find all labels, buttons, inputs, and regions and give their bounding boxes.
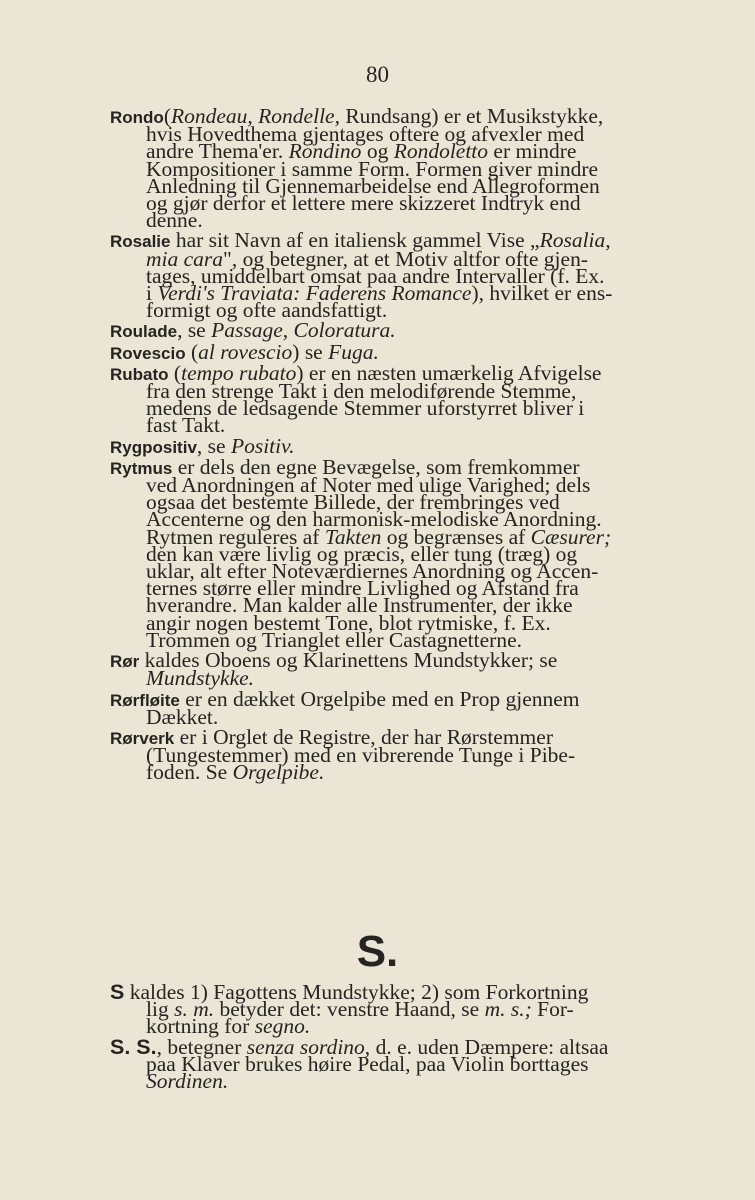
dictionary-entry	[110, 360, 710, 438]
entry-headword: Rondo	[110, 108, 164, 127]
entry-text: uklar, alt efter Noteværdiernes Anordning og Accen-	[146, 559, 599, 584]
italic-text: Sordinen.	[146, 1069, 229, 1094]
entry-text: angir nogen bestemt Tone, blot rytmiske, f. Ex.	[146, 610, 551, 635]
entry-text: tages, umiddelbart omsat paa andre Intervaller (f. Ex.	[146, 263, 605, 288]
entry-text: Accenterne og den harmonisk-melodiske Anordning.	[146, 507, 602, 532]
entry-line	[110, 339, 710, 364]
italic-text: senza sordino,	[246, 1034, 371, 1059]
italic-text: Rondeau, Rondelle,	[171, 104, 340, 128]
italic-text: s. m.	[174, 997, 215, 1022]
entry-headword: Rygpositiv	[110, 437, 197, 457]
italic-text: segno.	[254, 1014, 311, 1039]
dictionary-entry	[110, 1034, 710, 1094]
entry-text: er en dækket Orgelpibe med en Prop gjennem	[179, 686, 580, 711]
italic-text: mia cara	[146, 246, 224, 271]
entry-text: og gjør derfor et lettere mere skizzeret Indtryk end	[146, 191, 581, 216]
entry-text: ogsaa det bestemte Billede, der frembringes ved	[146, 490, 560, 515]
entry-text: er mindre	[488, 139, 577, 164]
entry-headword: Rovescio	[110, 343, 186, 363]
entry-text: Rytmen reguleres af	[146, 524, 325, 549]
entry-headword: S. S.	[110, 1034, 157, 1059]
italic-text: m. s.;	[484, 997, 532, 1022]
entry-headword: Roulade	[110, 322, 178, 342]
entry-headword: Rosalie	[110, 232, 171, 252]
entry-text: (	[168, 360, 182, 385]
dictionary-entry	[110, 104, 710, 233]
entry-text: ved Anordningen af Noter med ulige Varighed; dels	[146, 473, 591, 498]
entry-text: , se	[177, 318, 212, 343]
entry-text: har sit Navn af en italiensk gammel Vise „	[170, 228, 540, 253]
dictionary-entry	[110, 339, 710, 364]
entry-text: paa Klaver brukes høire Pedal, paa Violin borttages	[146, 1051, 589, 1076]
entry-text: kaldes Oboens og Klarinettens Mundstykker; se	[139, 648, 558, 673]
s-entries	[110, 980, 710, 1094]
dictionary-entry	[110, 980, 710, 1039]
italic-text: Cæsurer;	[530, 524, 612, 549]
entry-text: medens de ledsagende Stemmer uforstyrret bliver i	[146, 396, 585, 421]
entry-text: Rundsang) er et Musikstykke,	[339, 104, 604, 128]
entry-text: For-	[531, 997, 574, 1022]
entry-line	[110, 704, 710, 729]
entry-text: Trommen og Trianglet eller Castagnetterne.	[146, 627, 522, 652]
italic-text: al rovescio	[198, 339, 293, 364]
entry-text: fra den strenge Takt i den melodiførende Stemme,	[146, 379, 577, 404]
entry-text: hvis Hovedthema gjentages oftere og afvexler med	[146, 122, 585, 147]
dictionary-entry	[110, 648, 710, 691]
entry-text: hverandre. Man kalder alle Instrumenter, der ikke	[146, 593, 573, 618]
entry-headword: Rør	[110, 652, 140, 672]
page-number: 80	[366, 62, 389, 87]
entry-line	[110, 433, 710, 458]
entry-text: Anledning til Gjennemarbeidelse end Allegroformen	[146, 173, 600, 198]
dictionary-entry	[110, 228, 710, 323]
entry-text: denne.	[146, 208, 203, 233]
italic-text: Rondino	[288, 139, 362, 164]
entry-text: (	[185, 339, 199, 364]
dictionary-entry	[110, 318, 710, 343]
entry-text: er dels den egne Bevægelse, som fremkommer	[172, 454, 580, 479]
entry-headword: Rytmus	[110, 458, 173, 478]
entry-headword: Rubato	[110, 364, 169, 384]
dictionary-entry	[110, 724, 710, 785]
italic-text: Passage, Coloratura.	[211, 318, 396, 343]
dictionary-entry	[110, 454, 710, 652]
dictionary-entry	[110, 433, 710, 458]
entry-headword: S	[110, 980, 125, 1004]
section-heading: S.	[356, 927, 399, 976]
italic-text: Positiv.	[230, 433, 295, 458]
italic-text: Mundstykke.	[146, 666, 255, 691]
entry-text: og begrænses af	[381, 524, 531, 549]
entry-text: og	[361, 139, 394, 164]
entry-line	[110, 627, 710, 652]
entry-line	[110, 666, 710, 691]
entry-text: ), hvilket er ens-	[471, 281, 613, 306]
entry-text: (Tungestemmer) med en vibrerende Tunge i Pibe-	[146, 743, 576, 768]
entry-text: betyder det: venstre Haand, se	[214, 997, 485, 1022]
entry-text: (	[163, 104, 171, 128]
entry-text: i	[146, 281, 158, 306]
italic-text: Verdi's Traviata: Faderens Romance	[157, 281, 472, 306]
entry-headword: Rørverk	[110, 728, 175, 748]
entry-text: , se	[196, 433, 231, 458]
entry-text: foden. Se	[146, 760, 233, 785]
r-entries	[110, 104, 710, 785]
entry-text: kortning for	[146, 1014, 255, 1039]
entry-text: d. e. uden Dæmpere: altsaa	[370, 1034, 609, 1059]
entry-text: andre Thema'er.	[146, 139, 289, 164]
entry-text: den kan være livlig og præcis, eller tung (træg) og	[146, 541, 578, 566]
italic-text: Rosalia,	[539, 228, 611, 253]
entry-text: Kompositioner i samme Form. Formen giver mindre	[146, 156, 599, 181]
entry-text: er i Orglet de Registre, der har Rørstemmer	[174, 724, 553, 749]
italic-text: Rondoletto	[393, 139, 489, 164]
entry-line	[110, 318, 710, 343]
entry-text: formigt og ofte aandsfattigt.	[146, 298, 388, 323]
italic-text: tempo rubato	[181, 360, 297, 385]
entry-text: fast Takt.	[146, 413, 226, 438]
entry-text: ternes større eller mindre Livlighed og Afstand fra	[146, 576, 579, 601]
dictionary-entry	[110, 686, 710, 729]
entry-text: , betegner	[156, 1034, 247, 1059]
entry-text: Dækket.	[146, 704, 219, 729]
italic-text: Fuga.	[328, 339, 379, 364]
entry-text: ) er en næsten umærkelig Afvigelse	[296, 360, 602, 385]
italic-text: Orgelpibe.	[232, 760, 325, 785]
entry-text: kaldes 1) Fagottens Mundstykke; 2) som Forkortning	[124, 980, 589, 1004]
entry-headword: Rørfløite	[110, 690, 180, 710]
italic-text: Takten	[324, 524, 382, 549]
entry-text: lig	[146, 997, 175, 1022]
entry-text: ", og betegner, at et Motiv altfor ofte gjen-	[223, 246, 588, 271]
entry-text: ) se	[292, 339, 329, 364]
